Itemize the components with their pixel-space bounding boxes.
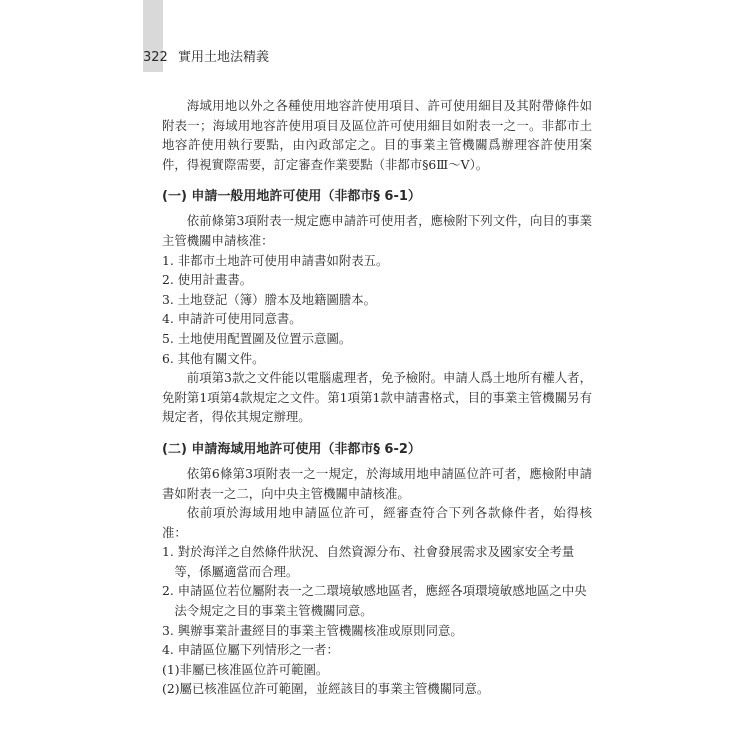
list-item: 3. 土地登記（簿）謄本及地籍圖謄本。 — [162, 291, 377, 307]
list-item: 1. 非都市土地許可使用申請書如附表五。 — [162, 252, 389, 268]
section-2-lead: 依第6條第3項附表一之一規定，於海域用地申請區位許可者，應檢附申請書如附表一之二，向中央主管機關申請核准。 — [162, 465, 592, 501]
list-item: 2. 使用計畫書。 — [162, 272, 253, 288]
section-2-heading: (二) 申請海域用地許可使用（非都市§ 6-2） — [162, 441, 421, 457]
running-header — [143, 46, 269, 65]
list-item: 4. 申請許可使用同意書。 — [162, 311, 302, 327]
list-item: 5. 土地使用配置圖及位置示意圖。 — [162, 330, 352, 346]
sub-list-item: (2)屬已核准區位許可範圍，並經該目的事業主管機關同意。 — [162, 681, 490, 697]
page-body — [162, 96, 592, 699]
section-1-lead: 依前條第3項附表一規定應申請許可使用者，應檢附下列文件，向目的事業主管機關申請核准： — [162, 213, 592, 248]
list-item: 1. 對於海洋之自然條件狀況、自然資源分布、社會發展需求及國家安全考量等，係屬適當而合理。 — [162, 544, 575, 579]
list-item: 4. 申請區位屬下列情形之一者： — [162, 642, 339, 658]
intro-paragraph: 海域用地以外之各種使用地容許使用項目、許可使用細目及其附帶條件如附表一；海域用地容許使用項目及區位許可使用細目如附表一之一。非都市土地容許使用執行要點，由內政部定之。目的事業主管機關爲辦理容許使用案件，得視實際需要，訂定審查作業要點（非都市§6Ⅲ～Ⅴ）。 — [162, 98, 592, 172]
section-2-lead-2: 依前項於海域用地申請區位許可，經審查符合下列各款條件者，始得核准： — [162, 505, 592, 540]
list-item: 3. 興辦事業計畫經目的事業主管機關核准或原則同意。 — [162, 622, 463, 638]
sub-list-item: (1)非屬已核准區位許可範圍。 — [162, 661, 329, 677]
list-item: 6. 其他有關文件。 — [162, 350, 265, 366]
book-title: 實用土地法精義 — [177, 50, 269, 65]
section-1-closing: 前項第3款之文件能以電腦處理者，免予檢附。申請人爲土地所有權人者，免附第1項第4款規定之文件。第1項第1款申請書格式，目的事業主管機關另有規定者，得依其規定辦理。 — [162, 370, 592, 425]
list-item: 2. 申請區位若位屬附表一之二環境敏感地區者，應經各項環境敏感地區之中央法令規定之目的事業主管機關同意。 — [162, 583, 587, 619]
page-number: 322 — [143, 50, 168, 65]
section-1-heading: (一) 申請一般用地許可使用（非都市§ 6-1） — [162, 189, 421, 205]
